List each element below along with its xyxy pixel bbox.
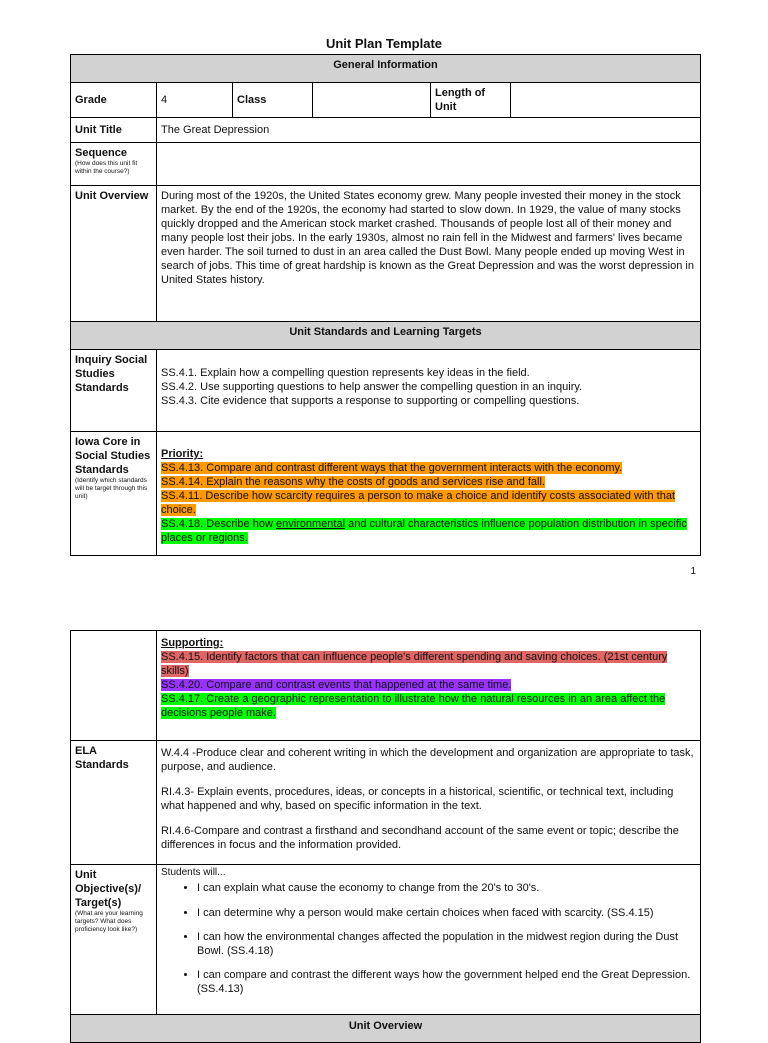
priority-standard-item: SS.4.11. Describe how scarcity requires a person to make a choice and identify costs associated with that choice. (161, 490, 675, 516)
unit-title-label: Unit Title (71, 118, 157, 143)
priority-heading: Priority: (161, 448, 204, 460)
unit-title-value: The Great Depression (157, 118, 701, 143)
unit-overview-text: During most of the 1920s, the United States economy grew. Many people invested their money in the stock market. By the end of the 1920s, the economy had started to slow down. In 1929, the value of many stocks quickly dropped and the American stock market crashed. Thousands of people lost all of their money and many people lost their jobs. In the early 1930s, almost no rain fell in the Midwest and farmers' lives became even harder. The soil turned to dust in an area called the Dust Bowl. Many people ended up moving West in search of jobs. This time of great hardship is known as the Great Depression and was the worst depression in United States history. (157, 186, 701, 322)
inquiry-standard-item: SS.4.2. Use supporting questions to help answer the compelling question in an inquiry. (161, 381, 583, 393)
ela-standard-item: RI.4.3- Explain events, procedures, ideas, or concepts in a historical, scientific, or technical text, including what happened and why, based on specific information in the text. (161, 786, 674, 812)
objective-item: • I can explain what cause the economy to change from the 20's to 30's. (197, 882, 696, 896)
iowa-core-note: (Identify which standards will be target through this unit) (75, 477, 148, 500)
iowa-core-label: Iowa Core in Social Studies Standards (75, 436, 151, 476)
supporting-standard-item: SS.4.15. Identify factors that can influence people's different spending and saving choices. (21st century skills) (161, 651, 668, 677)
supporting-standard-item: SS.4.17. Create a geographic representation to illustrate how the natural resources in an area affect the decisions people make. (161, 693, 666, 719)
supporting-heading: Supporting: (161, 637, 224, 649)
objectives-list-cell (157, 865, 701, 1015)
unit-standards-header: Unit Standards and Learning Targets (71, 322, 701, 350)
sequence-label-cell (71, 143, 157, 186)
objective-item: • I can determine why a person would make certain choices when faced with scarcity. (SS.4.15) (197, 907, 696, 921)
ela-standard-item: RI.4.6-Compare and contrast a firsthand and secondhand account of the same event or topic; describe the differences in focus and the information provided. (161, 825, 679, 851)
supporting-standards-list (157, 631, 701, 741)
ela-standards-label: ELA Standards (71, 741, 157, 865)
objectives-label-cell (71, 865, 157, 1015)
unit-overview-header: Unit Overview (71, 1015, 701, 1043)
general-information-header: General Information (71, 55, 701, 83)
objectives-label: Unit Objective(s)/ Target(s) (75, 869, 142, 909)
general-information-table (70, 54, 701, 556)
empty-label-cell (71, 631, 157, 741)
priority-standard-item: SS.4.14. Explain the reasons why the costs of goods and services rise and fall. (161, 476, 545, 488)
objectives-list (161, 882, 696, 996)
class-label: Class (233, 83, 313, 118)
class-value (313, 83, 431, 118)
objective-item: • I can compare and contrast the different ways how the government helped end the Great Depression. (SS.4.13) (197, 969, 696, 996)
sequence-value (157, 143, 701, 186)
standards-continued-table (70, 630, 701, 1043)
supporting-standard-item: SS.4.20. Compare and contrast events that happened at the same time. (161, 679, 512, 691)
priority-standard-item: SS.4.18. Describe how environmental and cultural characteristics influence population distribution in specific places or regions. (161, 518, 687, 544)
objectives-note: (What are your learning targets? What does proficiency look like?) (75, 910, 143, 933)
document-page-2 (0, 590, 768, 1032)
objectives-intro: Students will... (161, 867, 226, 878)
iowa-core-label-cell (71, 432, 157, 556)
objective-item: • I can how the environmental changes affected the population in the midwest region during the Dust Bowl. (SS.4.18) (197, 931, 696, 958)
page-number: 1 (690, 566, 696, 577)
length-of-unit-label: Length of Unit (431, 83, 511, 118)
priority-standard-item: SS.4.13. Compare and contrast different ways that the government interacts with the economy. (161, 462, 623, 474)
ela-standards-list (157, 741, 701, 865)
underlined-term: environmental (275, 518, 346, 530)
document-title: Unit Plan Template (325, 36, 443, 51)
inquiry-standard-item: SS.4.3. Cite evidence that supports a response to supporting or compelling questions. (161, 395, 580, 407)
length-of-unit-value (511, 83, 701, 118)
inquiry-standard-item: SS.4.1. Explain how a compelling question represents key ideas in the field. (161, 367, 530, 379)
inquiry-standards-list (157, 350, 701, 432)
unit-overview-label: Unit Overview (71, 186, 157, 322)
grade-value: 4 (157, 83, 233, 118)
sequence-label: Sequence (75, 147, 127, 159)
grade-label: Grade (71, 83, 157, 118)
inquiry-standards-label: Inquiry Social Studies Standards (71, 350, 157, 432)
sequence-note: (How does this unit fit within the course?) (75, 160, 138, 175)
priority-standards-list (157, 432, 701, 556)
ela-standard-item: W.4.4 -Produce clear and coherent writing in which the development and organization are appropriate to task, purpose, and audience. (161, 747, 694, 773)
